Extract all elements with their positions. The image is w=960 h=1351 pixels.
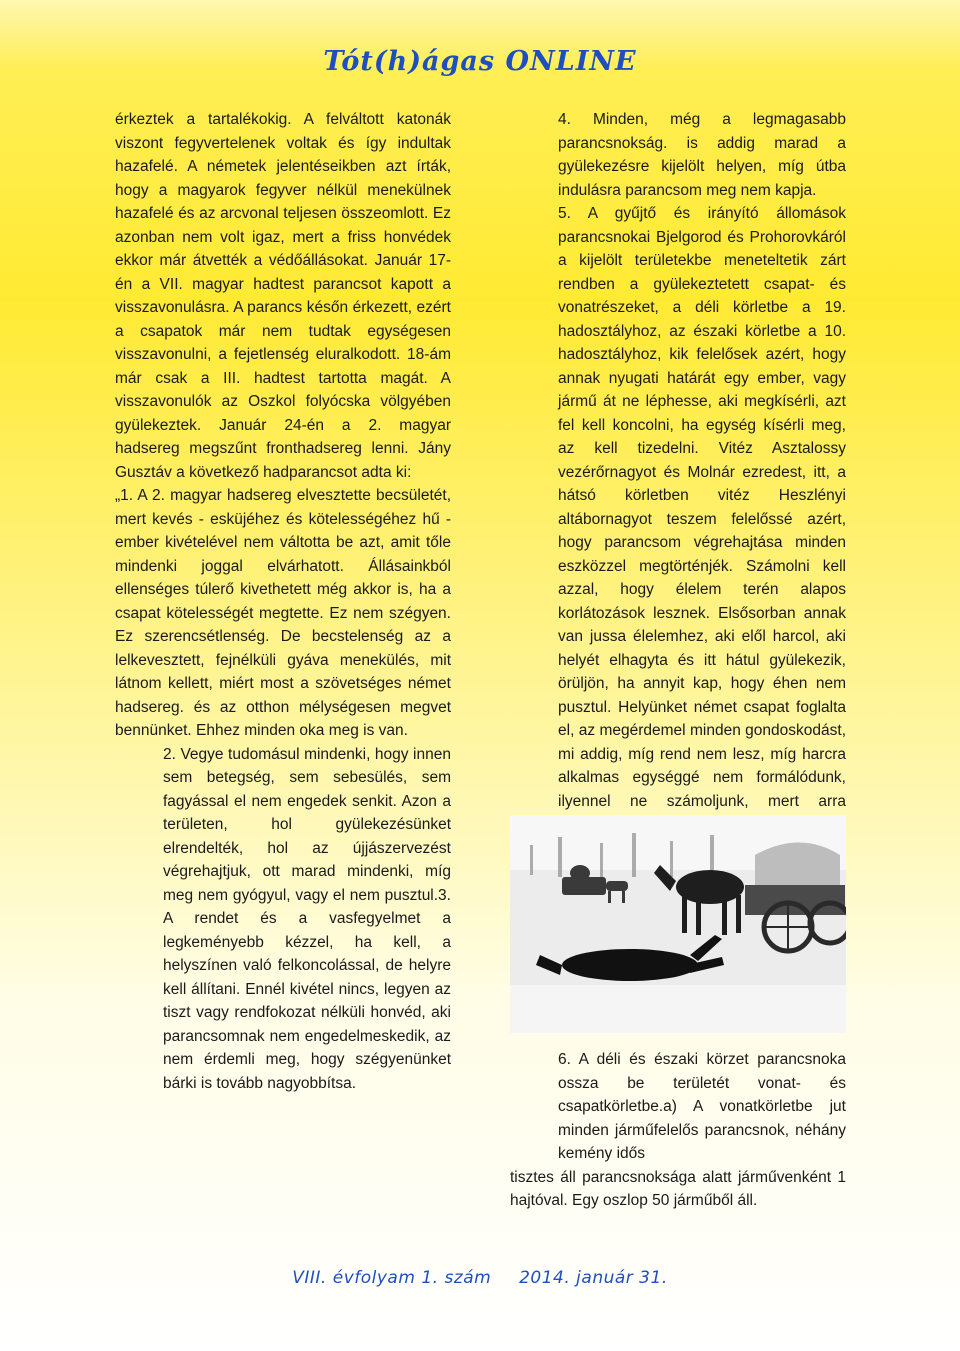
- article-paragraph: érkeztek a tartalékokig. A felváltott katonák viszont fegyvertelenek voltak és így indultak hazafelé. A németek jelentéseikben azt írták, hogy a magyarok fegyver nélkül menekülnek hazafelé és az arcvonal teljesen összeomlott. Ez azonban nem volt igaz, mert a friss honvédek ekkor már átvették a védőállásokat. Január 17-én a VII. magyar hadtest parancsot kapott a visszavonulásra. A parancs későn érkezett, ezért a csapatok már nem tudtak egységesen visszavonulni, a fejetlenség eluralkodott. 18-ám már csak a III. hadtest tartotta magát. A visszavonulók az Oszkol folyócska völgyében gyülekeztek. Január 24-én a 2. magyar hadsereg megszűnt fronthadsereg lenni. Jány Gusztáv a következő hadparancsot adta ki:: [115, 111, 451, 481]
- right-column: [510, 108, 846, 837]
- article-paragraph: tisztes áll parancsnoksága alatt járművenként 1 hajtóval. Egy oszlop 50 járműből áll.: [510, 1168, 846, 1209]
- left-column: [115, 108, 451, 1095]
- article-paragraph: 2. Vegye tudomásul mindenki, hogy innen sem betegség, sem sebesülés, sem fagyással el nem engedek senkit. Azon a területen, hol gyülekezésünket elrendelték, hol az újjászervezést végrehajtjuk, ott marad mindenki, míg meg nem gyógyul, vagy el nem pusztul.3. A rendet és a vasfegyelmet a legkeményebb kézzel, ha kell, a helyszínen való felkoncolással, de helyre kell állítani. Ennél kivétel nincs, legyen az tiszt vagy rendfokozat nélküli honvéd, aki parancsomnak nem engedelmeskedik, az nem érdemli meg, hogy szégyenünket bárki is tovább nagyobbítsa.: [163, 745, 451, 1092]
- war-photo-illustration: [510, 815, 846, 1033]
- page-footer: [0, 1268, 960, 1288]
- article-paragraph: 6. A déli és északi körzet parancsnoka ossza be területét vonat- és csapatkörletbe.a) A vonatkörletbe jut minden járműfelelős parancsnok, néhány kemény idős: [558, 1051, 846, 1162]
- issue-date: 2014. január 31.: [519, 1268, 668, 1288]
- article-paragraph: 5. A gyűjtő és irányító állomások parancsnokai Bjelgorod és Prohorovkáról a kijelölt területekbe meneteltetik zárt rendben a gyülekeztetett csapat- és vonatrészeket, a déli körletbe a 19. hadosztályhoz, az északi körletbe a 10. hadosztályhoz, kik felelősek azért, hogy annak nyugati határát egy ember, vagy jármű át ne léphesse, aki megkísérli, azt fel kell koncolni, ha egység kísérli meg, az kell tizedelni. Vitéz Asztalossy vezérőrnagyot és Molnár ezredest, itt, a hátsó körletben vitéz Heszlényi altábornagyot teszem felelőssé azért, hogy parancsom végrehajtása minden eszközzel megtörténjék. Számolni kell azzal, hogy élelem terén alapos korlátozások lesznek. Elsősorban annak van jussa élelemhez, aki elől harcol, aki helyét elhagyta és itt hátul gyülekezik, örüljön, ha annyit kap, hogy éhen nem pusztul. Helyünket német csapat foglalta el, az megérdemel minden gondoskodást, mi addig, míg rend nem lesz, míg harcra alkalmas egységgé nem formálódunk, ilyennel ne számoljunk, mert arra: [558, 205, 846, 810]
- issue-volume: VIII. évfolyam 1. szám: [292, 1268, 492, 1288]
- masthead-title: Tót(h)ágas ONLINE: [323, 46, 637, 77]
- right-column-continued: [510, 1048, 846, 1213]
- article-paragraph: „1. A 2. magyar hadsereg elvesztette becsületét, mert kevés - esküjéhez és kötelességéhez hű - ember kivételével nem váltotta be azt, amit tőle mindenki joggal elvárhatott. Állásainkból ellenséges túlerő kivethetett még akkor is, ha a csapat kötelességét megtette. Ez nem szégyen. Ez szerencsétlenség. De becstelenség az a lelkevesztett, fejnélküli gyáva menekülés, mit látnom kellett, miért most a szövetséges német hadsereg. és az otthon mélységesen megvet bennünket. Ehhez minden oka meg is van.: [115, 487, 451, 739]
- war-photo: [510, 815, 846, 1033]
- article-paragraph: 4. Minden, még a legmagasabb parancsnokság. is addig marad a gyülekezésre kijelölt helyen, míg útba indulásra parancsom meg nem kapja.: [558, 111, 846, 199]
